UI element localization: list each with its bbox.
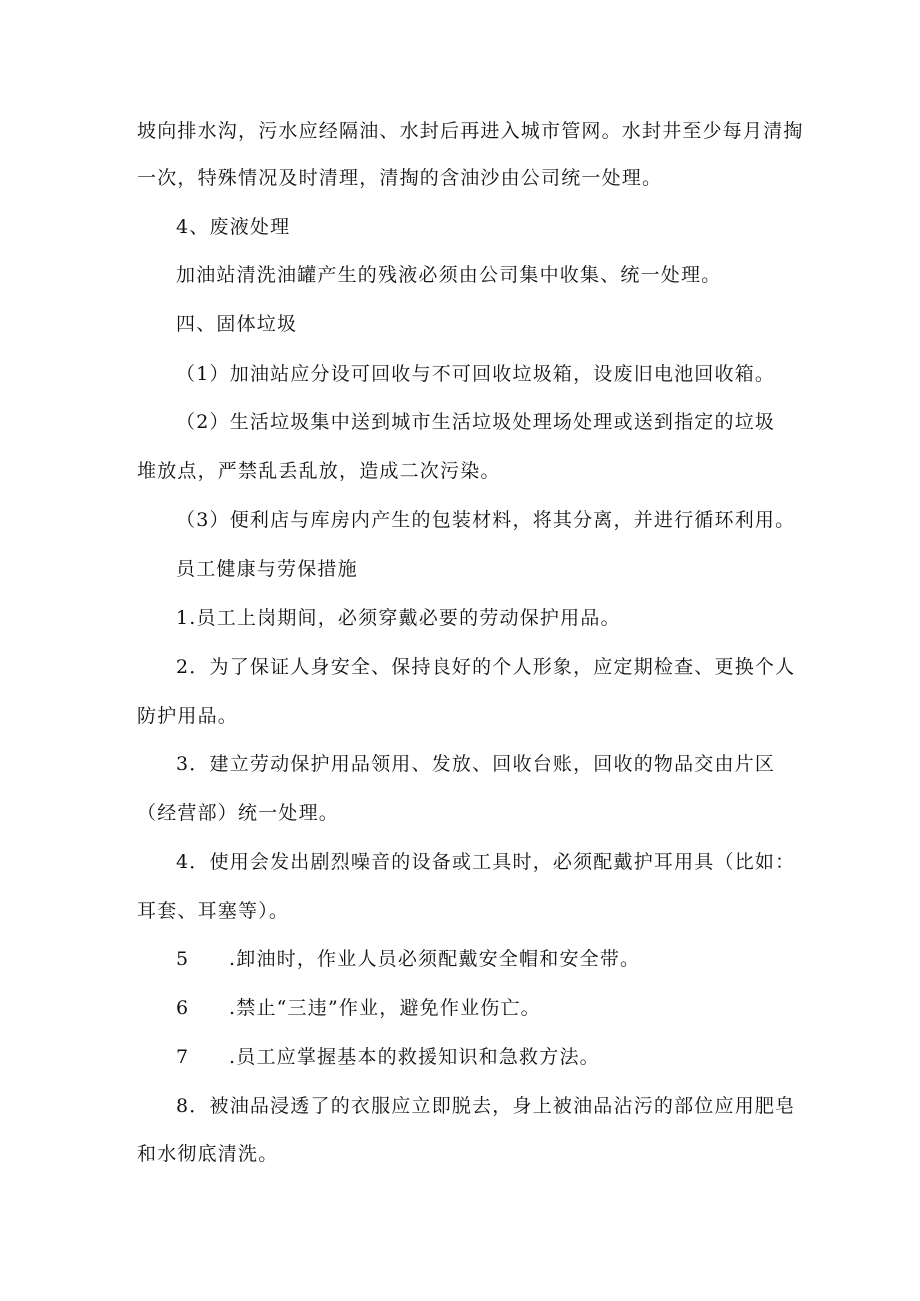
section-heading: 四、固体垃圾 [176,313,298,335]
paragraph-line: 加油站清洗油罐产生的残液必须由公司集中收集、统一处理。 [176,264,722,286]
paragraph-line: 和水彻底清洗。 [137,1143,279,1165]
list-item: （3）便利店与库房内产生的包装材料，将其分离，并进行循环利用。 [176,509,796,531]
list-item: .禁止“三违”作业，避免作业伤亡。 [229,997,541,1019]
list-item: 1.员工上岗期间，必须穿戴必要的劳动保护用品。 [176,607,621,629]
list-item: （2）生活垃圾集中送到城市生活垃圾处理场处理或送到指定的垃圾 [176,411,776,433]
list-item: .员工应掌握基本的救援知识和急救方法。 [229,1046,600,1068]
list-item: 8．被油品浸透了的衣服应立即脱去，身上被油品沾污的部位应用肥皂 [176,1095,796,1117]
paragraph-line: （经营部）统一处理。 [137,802,340,824]
paragraph-line: 堆放点，严禁乱丢乱放，造成二次污染。 [137,460,501,482]
paragraph-line: 防护用品。 [137,705,239,727]
section-heading: 4、废液处理 [176,216,291,238]
list-number: 7 [176,1046,190,1068]
list-item: 2．为了保证人身安全、保持良好的个人形象，应定期检查、更换个人 [176,656,796,678]
section-heading: 员工健康与劳保措施 [176,558,358,580]
paragraph-line: 一次，特殊情况及时清理，清掏的含油沙由公司统一处理。 [137,167,663,189]
list-item: 4．使用会发出剧烈噪音的设备或工具时，必须配戴护耳用具（比如： [176,851,796,873]
list-item: .卸油时，作业人员必须配戴安全帽和安全带。 [229,948,641,970]
list-number: 6 [176,997,190,1019]
paragraph-line: 坡向排水沟，污水应经隔油、水封后再进入城市管网。水封井至少每月清掏 [137,120,804,142]
list-number: 5 [176,948,190,970]
list-item: 3．建立劳动保护用品领用、发放、回收台账，回收的物品交由片区 [176,753,776,775]
paragraph-line: 耳套、耳塞等）。 [137,900,290,922]
list-item: （1）加油站应分设可回收与不可回收垃圾箱，设废旧电池回收箱。 [176,363,776,385]
